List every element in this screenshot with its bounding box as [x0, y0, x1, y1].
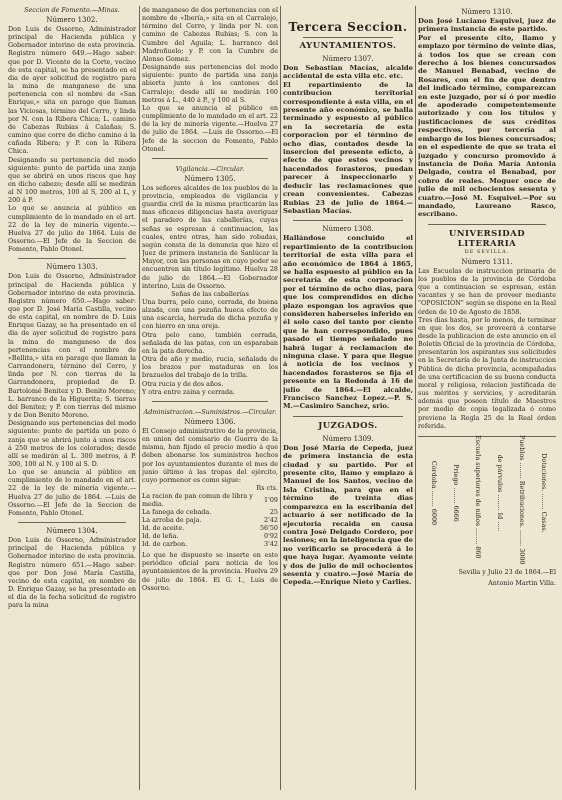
- vacancy-text: Pueblos ........ Retribuciones. ........ 3000: [518, 434, 526, 565]
- vacancy-text: Dotaciones. ........ Casas.: [540, 453, 548, 533]
- vacancy-column: [510, 434, 534, 565]
- section-heading: Tercera Seccion.: [288, 20, 408, 34]
- section-title: Administracion.—Suministros.—Circular.: [143, 407, 277, 416]
- column-rule: [139, 6, 140, 790]
- signature-line: Antonio Martin Villa.: [488, 578, 556, 587]
- notice-paragraph: Don Sebastian Macías, alcalde accidental de esta villa etc. etc.: [283, 64, 413, 81]
- vacancy-column: [422, 441, 446, 557]
- separator: [428, 224, 546, 225]
- notice-number: Número 1310.: [461, 8, 513, 16]
- column-2: [142, 0, 278, 800]
- notice-subheading: Señas de las caballerías: [171, 289, 249, 298]
- vacancy-text: Priego ........ 6666: [452, 464, 460, 522]
- separator: [18, 258, 126, 259]
- notice-number: Número 1305.: [184, 174, 236, 183]
- vacancy-column: [466, 434, 490, 559]
- fee-row: [142, 532, 278, 540]
- section-subheading: JUZGADOS.: [318, 420, 378, 431]
- notice-paragraph: Don José María de Cepeda, juez de primera instancia de esta ciudad y su partido. Por el presente cito, llamo y emplazo á Manuel de los Santos, vecino de Isla Cristina, para que en el término de treinta dias comparezca en la escribanía del actuario á ser notificado de la ejecutoria recaida en causa contra José Delgado Cordero, por lesiones; en la inteligencia que de no verificarlo se procederá á lo que haya lugar. Ayamonte veinte y dos de julio de mil ochocientos sesenta y cuatro.—José María de Cepeda.—Enrique Nieto y Carlies.: [283, 443, 413, 587]
- fee-amount: 1'09: [264, 496, 278, 505]
- separator: [303, 37, 393, 38]
- notice-paragraph: Tres dias hasta, por lo menos, de terminar en que los dos, se proveerá á contarse desde la publicacion de este anuncio en el Boletín Oficial de la provincia de Córdoba, presentarán los aspirantes sus solicitudes en la Secretaría de la Junta de instruccion Pública de dicha provincia, acompañadas de una certificacion de su buena conducta moral y religiosa, relacion justificada de sus méritos y servicios, y acreditarán además que poseen título de Maestros por medio de copia legalizada ó como previene la Regla 25 de la Real órden referida.: [418, 315, 556, 430]
- section-subheading: AYUNTAMIENTOS.: [299, 41, 397, 51]
- fee-table-header: Rs cts.: [256, 483, 278, 492]
- column-rule: [415, 6, 416, 790]
- fee-table: [142, 492, 278, 548]
- fee-row: [142, 516, 278, 524]
- notice-number: Número 1302.: [46, 16, 98, 24]
- notice-paragraph: Y otra entre zaina y cerrada.: [142, 387, 235, 396]
- notice-paragraph: Otra pelo cano, también cerrada, señalada de las patas, con un esparaban en la pata derecha.: [142, 330, 278, 355]
- fee-item: Id. de aceite.: [142, 524, 185, 533]
- notice-paragraph: Las Escuelas de instruccion primaria de los pueblos de la provincia de Córdoba que a continuacion se espresan, están vacantes y se han de proveer mediante "OPOSICION" según se dispone en la Real órden de 10 de Agosto de 1858.: [418, 266, 556, 316]
- section-title: Vigilancia.—Circular.: [175, 164, 245, 173]
- fee-amount: 25: [269, 508, 278, 517]
- fee-item: Id. de carbon.: [142, 540, 188, 549]
- column-1: [8, 0, 136, 800]
- fee-row: [142, 492, 278, 508]
- notice-number: Número 1309.: [322, 434, 374, 443]
- separator: [293, 416, 403, 417]
- notice-paragraph: El repartimiento de la contribucion territorial correspondiente á esta villa, en el presente año económico, se halla terminado y espuesto al público en la secretaría de esta corporacion por el término de ocho dias, contados desde la insercion del presente edicto, á efecto de que estos vecinos y hacendados forasteros, puedan parecer á inspeccionarlo y deducir las reclamaciones que crean convenientes. Cabezas Rubias 23 de julio de 1864.—Sebastian Macías.: [283, 80, 413, 215]
- notice-number: Número 1311.: [461, 257, 513, 266]
- fee-amount: 0'92: [264, 532, 278, 541]
- notice-paragraph: Don Luis de Ossorno, Administrador principal de Hacienda pública y Gobernador interino de esta provincia. Registro número 650.—Hago saber: que por D. José María Castilla, vecino de esta capital, en nombre de D. Luis Enrique Gazay, se ha presentado en el dia de ayer solicitud de registro para la mina de manganeso de dos pertenencias con el nombre de «Bellita,» sita en parage que llaman la Carrandonera, término del Cerro, y linda por N. con tierras de la Garrandonera, propiedad de D. Bartolomé Benitez y D. Benito Moreno; L. barranco de la Higuerita; S. tierras del Benitez; y P. con tierras del mismo y de Don Benito Moreno.: [8, 272, 136, 420]
- rotated-vacancy-table: [418, 436, 556, 565]
- notice-paragraph: Lo que se anuncia al público en cumplimiento de lo mandado en el art. 22 de la ley de minería vigente.—Huelva 27 de julio de 1864. —Luis de Ossorno.—El Jefe de la seccion de Fomento, Pablo Otonel.: [142, 103, 278, 153]
- separator: [18, 522, 126, 523]
- notice-number: Número 1307.: [322, 55, 374, 63]
- notice-paragraph: Otra de año y medio, rucia, señalada de los brazos por mataduras en los brazuelos del trabajo de la trilla.: [142, 355, 278, 380]
- column-3: [283, 0, 413, 800]
- fee-amount: 56'50: [259, 524, 278, 533]
- fee-amount: 2'42: [264, 516, 278, 525]
- fee-row: [142, 524, 278, 532]
- vacancy-text: Córdoba ........ 6000: [430, 460, 438, 525]
- section-subheading-small: DE SEVILLA.: [464, 248, 510, 255]
- fee-row: [142, 540, 278, 548]
- vacancy-column: [444, 441, 468, 557]
- fee-item: La fanega de cebada.: [142, 508, 212, 517]
- notice-paragraph: Designando sus pertenencias del modo siguiente: punto de partida una zanja abierta junto á los cantones del Carralejo; desde allí se medirán 160 metros á L., 440 á P., y 100 al S.: [142, 63, 278, 104]
- notice-paragraph: Designando sus pertenencias del modo siguiente: punto de partida un pozo ó zanja que se abrirá junto á unos riscos á 250 metros de los colorados; desde allí se medirán al L. 300 metros, á P. 300, 100 al N. y 100 al S. D.: [8, 419, 136, 468]
- fee-row: [142, 508, 278, 516]
- notice-paragraph: Otra rucia y de dos años.: [142, 379, 224, 388]
- fee-item: La arroba de paja.: [142, 516, 202, 525]
- vacancy-column: [488, 441, 512, 557]
- notice-paragraph: Por el presente cito, llamo y emplazo por término de veinte dias, á todos los que se crean con derecho á los bienes concursados de Manuel Benabad, vecino de Rosares, con el fin de que dentro del indicado término, comparezcan en este juzgado, por sí ó por medio de apoderado competentemente autorizado y con los títulos y justificaciones de sus créditos respectivos, por tercería al embargo de los bienes concursados; en el espediente de que se trata el juzgado y concurso promovido á instancia de Doña María Antonia Delgado, contra el Benabad, por cobro de reales. Moguer once de julio de mil ochocientos sesenta y cuatro.—José M. Esquivel.—Por su mandado, Laureano Rasco, escribano.: [418, 33, 556, 219]
- notice-paragraph: Los señores alcaldes de los pueblos de la provincia, empleados de vigilancia y guardia civil de la misma practicarán las mas eficaces diligencias hasta averiguar el paradero de las caballerías, cuyas señas se espresan á continuacion, las cuales, entre otras, han sido robadas, según consta de la denuncia que hizo el Juez de primera instancia de Sanlúcar la Mayor, con las personas en cuyo poder se encuentren sin título legítimo. Huelva 28 de julio de 1864.—El Gobernador interino, Luis de Ossorno.: [142, 183, 278, 290]
- separator: [152, 158, 268, 159]
- notice-paragraph: Una burra, pelo cano, cerrada, de buena alzada, con una pezuña hueca efecto de una escarcia, herrada de dicha pezuña y con hierro en una oreja.: [142, 298, 278, 331]
- notice-paragraph: Lo que he dispuesto se inserte en este periódico oficial para noticia de los ayuntamientos de la provincia. Huelva 29 de julio de 1864. El G. I., Luis de Ossorno.: [142, 551, 278, 592]
- notice-paragraph: Lo que se anuncia al público en cumplimiento de lo mandado en el art. 22 de la ley de minería vigente.—Huelva 27 de julio de 1864. —Luis de Ossorno.—El Jefe de la Seccion de Fomento, Pablo Otonel.: [8, 468, 136, 517]
- notice-paragraph: Don José Luciano Esquivel, juez de primera instancia de este partido.: [418, 17, 556, 34]
- fee-item: La racion de pan comun de libra y media.: [142, 492, 253, 509]
- notice-paragraph: de manganeso de dos pertenencias con el nombre de «Ibería,» sita en el Carralejo, término del Cerro, y linda por N. con camino de Cabezas Rubias; S. con la Cumbre del Aguila; L. barranco del Madroñuelo; y P. con la Cumbre de Alonso Gomez.: [142, 6, 278, 63]
- notice-paragraph: Don Luis de Ossorno, Administrador principal de Hacienda pública y Gobernador interino de esta provincia. Registro número 649.—Hago saber: que por D. Vicente de la Corte, vecino de esta capital, se ha presentado en el dia de ayer solicitud de registro para la mina de manganeso de una pertenencia con el nombre de «San Enrique,» sita en parage que llaman las Viciosas, término del Cerro, y linda por N. con la Ribera Chica; L. camino de Cabezas Rubias á Calañas; S. camino que corre de dicho camino á la cañada Ribera; y P. con la Ribera Chica.: [8, 25, 136, 156]
- notice-paragraph: Hallándose concluido el repartimiento de la contribucion territorial de esta villa para el año económico de 1864 á 1865, se halla espuesto al público en la secretaría de esta corporacion por el término de ocho dias, para que los comprendidos en dicho plazo espongan los agravios que consideren haberseles inferido en él solo caso del tanto por ciento que le han correspondido, pues pasado el tiempo señalado no habrá lugar á reclamacion de ninguna clase. Y para que llegue á noticia de los vecinos y hacendados forasteros se fija el presente en la Redonda á 16 de julio de 1864.—El alcalde, Francisco Sanchez Lopez.—P. S. M.—Casimiro Sanchez, srio.: [283, 234, 413, 411]
- notice-number: Número 1306.: [184, 417, 236, 426]
- vacancy-column: [532, 441, 556, 557]
- notice-number: Número 1303.: [46, 263, 98, 272]
- notice-paragraph: Designando su pertenencia del modo siguiente: punto de partida una zanja que se abrirá en unos riscos que hay en dicho cabezo; desde allí se medirán al N 100 metros, 100 al S, 200 al L, y 200 á P.: [8, 155, 136, 205]
- separator: [293, 220, 403, 221]
- section-title: Seccion de Fomento.—Minas.: [24, 6, 120, 14]
- notice-paragraph: Don Luis de Ossorno, Administrador principal de Hacienda pública y Gobernador interino de esta provincia. Registro número 651.—Hago saber: que por Don José María Castilla, vecino de esta capital, en nombre de D. Enrique Gazay, se ha presentado en el dia de la fecha solicitud de registro para la mina: [8, 536, 136, 610]
- column-4: [418, 0, 556, 800]
- section-subheading: UNIVERSIDAD LITERARIA: [448, 228, 526, 249]
- notice-number: Número 1308.: [322, 225, 374, 234]
- signature-line: Sevilla y Julio 23 de 1864.—El: [458, 567, 556, 576]
- column-rule: [280, 6, 281, 790]
- notice-paragraph: Lo que se anuncia al público en cumplimiento de lo mandado en el art. 22 de la ley de minería vigente.—Huelva 27 de julio de 1864. Luis de Ossorno.—El Jefe de la Seccion de Fomento, Pablo Otonel.: [8, 204, 136, 254]
- fee-item: Id. de leña.: [142, 532, 179, 541]
- separator: [152, 401, 268, 402]
- vacancy-text: Escuela superiores de niños ........ 860: [474, 434, 482, 559]
- fee-amount: 3'42: [264, 540, 278, 549]
- vacancy-text: de párvulos ........ Id .....: [496, 454, 504, 532]
- notice-paragraph: El Consejo administrativo de la provincia, en union del comisario de Guerra de la misma, han fijado el precio medio á que deben abonarse los suministros hechos por los ayuntamientos durante el mes de junio último á las tropas del ejército, cuyo pormenor es como sigue:: [142, 426, 278, 484]
- notice-number: Número 1304.: [46, 527, 98, 536]
